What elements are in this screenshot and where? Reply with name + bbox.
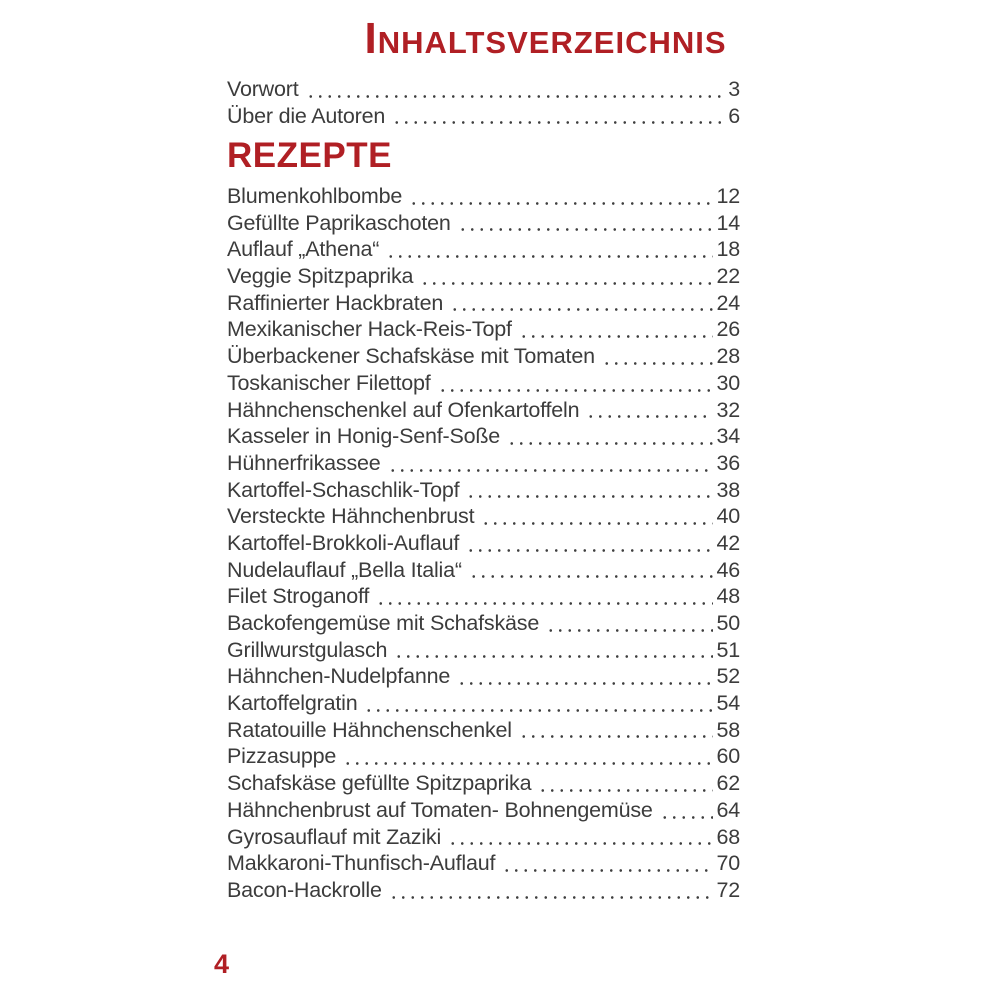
toc-row [227, 397, 740, 424]
toc-row [227, 290, 740, 317]
dot-leader [387, 895, 714, 900]
toc-entry-title: Hühnerfrikassee [227, 450, 381, 475]
toc-entry-page: 22 [716, 264, 740, 289]
section-heading-rezepte: REZEPTE [227, 136, 392, 175]
toc-entry-title: Mexikanischer Hack-Reis-Topf [227, 317, 512, 342]
page-number: 4 [214, 949, 230, 979]
toc-entry-page: 52 [716, 664, 740, 689]
toc-row [227, 423, 740, 450]
dot-leader [584, 414, 713, 419]
dot-leader [464, 494, 713, 499]
toc-entry-page: 40 [716, 504, 740, 529]
toc-entry-title: Hähnchenbrust auf Tomaten- Bohnengemüse [227, 797, 653, 822]
toc-row [227, 183, 740, 210]
dot-leader [390, 120, 725, 125]
toc-entry-page: 68 [716, 824, 740, 849]
toc-entry-page: 24 [716, 290, 740, 315]
dot-leader [341, 761, 713, 766]
toc-row [227, 663, 740, 690]
toc-entry-title: Versteckte Hähnchenbrust [227, 504, 475, 529]
page-title: Inhaltsverzeichnis [364, 14, 727, 63]
toc-entry-title: Nudelauflauf „Bella Italia“ [227, 557, 462, 582]
toc-row [227, 236, 740, 263]
dot-leader [407, 201, 713, 206]
toc-row [227, 450, 740, 477]
toc-entry-page: 46 [716, 557, 740, 582]
toc-entry-title: Vorwort [227, 77, 299, 101]
toc-row [227, 210, 740, 237]
toc-entry-page: 3 [728, 77, 740, 101]
dot-leader [446, 841, 713, 846]
dot-leader [455, 681, 713, 686]
toc-entry-page: 42 [716, 530, 740, 555]
dot-leader [304, 94, 726, 99]
toc-entry-page: 28 [716, 344, 740, 369]
toc-row [227, 477, 740, 504]
toc-row [227, 877, 740, 904]
dot-leader [418, 281, 713, 286]
dot-leader [517, 734, 714, 739]
toc-entry-title: Filet Stroganoff [227, 584, 370, 609]
toc-entry-title: Kasseler in Honig-Senf-Soße [227, 424, 501, 449]
toc-row [227, 610, 740, 637]
toc-row [227, 343, 740, 370]
dot-leader [517, 334, 714, 339]
title-wrap [227, 14, 740, 64]
dot-leader [500, 868, 713, 873]
toc-entry-title: Auflauf „Athena“ [227, 237, 380, 262]
toc-entry-title: Veggie Spitzpaprika [227, 264, 414, 289]
dot-leader [392, 654, 713, 659]
toc-entry-page: 48 [716, 584, 740, 609]
toc-row [227, 743, 740, 770]
toc-row [227, 263, 740, 290]
toc-entry-title: Gefüllte Paprikaschoten [227, 210, 451, 235]
front-matter-list [227, 76, 740, 129]
toc-entry-title: Raffinierter Hackbraten [227, 290, 444, 315]
toc-entry-page: 6 [728, 103, 740, 128]
dot-leader [362, 708, 713, 713]
toc-entry-title: Hähnchen-Nudelpfanne [227, 664, 451, 689]
toc-entry-page: 64 [716, 797, 740, 822]
toc-row [227, 637, 740, 664]
toc-row [227, 717, 740, 744]
toc-row [227, 690, 740, 717]
dot-leader [374, 601, 713, 606]
dot-leader [448, 307, 713, 312]
toc-entry-title: Blumenkohlbombe [227, 184, 403, 208]
dot-leader [464, 548, 713, 553]
toc-entry-page: 36 [716, 450, 740, 475]
toc-row [227, 583, 740, 610]
dot-leader [544, 628, 713, 633]
toc-entry-title: Makkaroni-Thunfisch-Auflauf [227, 851, 496, 876]
dot-leader [536, 788, 713, 793]
toc-entry-title: Ratatouille Hähnchenschenkel [227, 717, 512, 742]
toc-entry-title: Kartoffelgratin [227, 691, 358, 716]
toc-entry-title: Bacon-Hackrolle [227, 877, 382, 902]
toc-entry-page: 51 [716, 637, 740, 662]
toc-entry-page: 62 [716, 771, 740, 796]
toc-row [227, 557, 740, 584]
recipe-list [227, 183, 740, 904]
toc-entry-title: Schafskäse gefüllte Spitzpaprika [227, 771, 532, 796]
dot-leader [479, 521, 713, 526]
toc-entry-page: 60 [716, 744, 740, 769]
toc-row [227, 503, 740, 530]
toc-row [227, 76, 740, 103]
toc-entry-title: Über die Autoren [227, 103, 386, 128]
dot-leader [467, 574, 714, 579]
toc-row [227, 103, 740, 130]
toc-entry-page: 32 [716, 397, 740, 422]
toc-entry-page: 54 [716, 691, 740, 716]
toc-row [227, 530, 740, 557]
toc-entry-page: 50 [716, 611, 740, 635]
toc-entry-page: 70 [716, 851, 740, 876]
toc-entry-page: 18 [716, 237, 740, 262]
dot-leader [384, 254, 713, 259]
toc-entry-title: Grillwurstgulasch [227, 637, 388, 662]
toc-entry-page: 26 [716, 317, 740, 342]
toc-entry-title: Hähnchenschenkel auf Ofenkartoffeln [227, 397, 580, 422]
dot-leader [505, 441, 713, 446]
toc-entry-title: Gyrosauflauf mit Zaziki [227, 824, 442, 849]
dot-leader [600, 361, 714, 366]
toc-entry-page: 38 [716, 477, 740, 502]
dot-leader [456, 227, 714, 232]
toc-entry-page: 30 [716, 370, 740, 395]
toc-row [227, 316, 740, 343]
toc-entry-title: Kartoffel-Brokkoli-Auflauf [227, 530, 460, 555]
toc-entry-page: 34 [716, 424, 740, 449]
toc-entry-title: Toskanischer Filettopf [227, 370, 431, 395]
toc-entry-page: 14 [716, 210, 740, 235]
toc-row [227, 850, 740, 877]
toc-entry-page: 58 [716, 717, 740, 742]
toc-entry-page: 72 [716, 877, 740, 902]
toc-entry-title: Backofengemüse mit Schafskäse [227, 611, 540, 635]
dot-leader [658, 815, 714, 820]
toc-row [227, 824, 740, 851]
toc-row [227, 797, 740, 824]
toc-entry-page: 12 [716, 184, 740, 208]
dot-leader [436, 388, 714, 393]
toc-entry-title: Kartoffel-Schaschlik-Topf [227, 477, 460, 502]
toc-row [227, 370, 740, 397]
toc-entry-title: Pizzasuppe [227, 744, 337, 769]
toc-entry-title: Überbackener Schafskäse mit Tomaten [227, 344, 595, 369]
toc-row [227, 770, 740, 797]
dot-leader [386, 468, 714, 473]
